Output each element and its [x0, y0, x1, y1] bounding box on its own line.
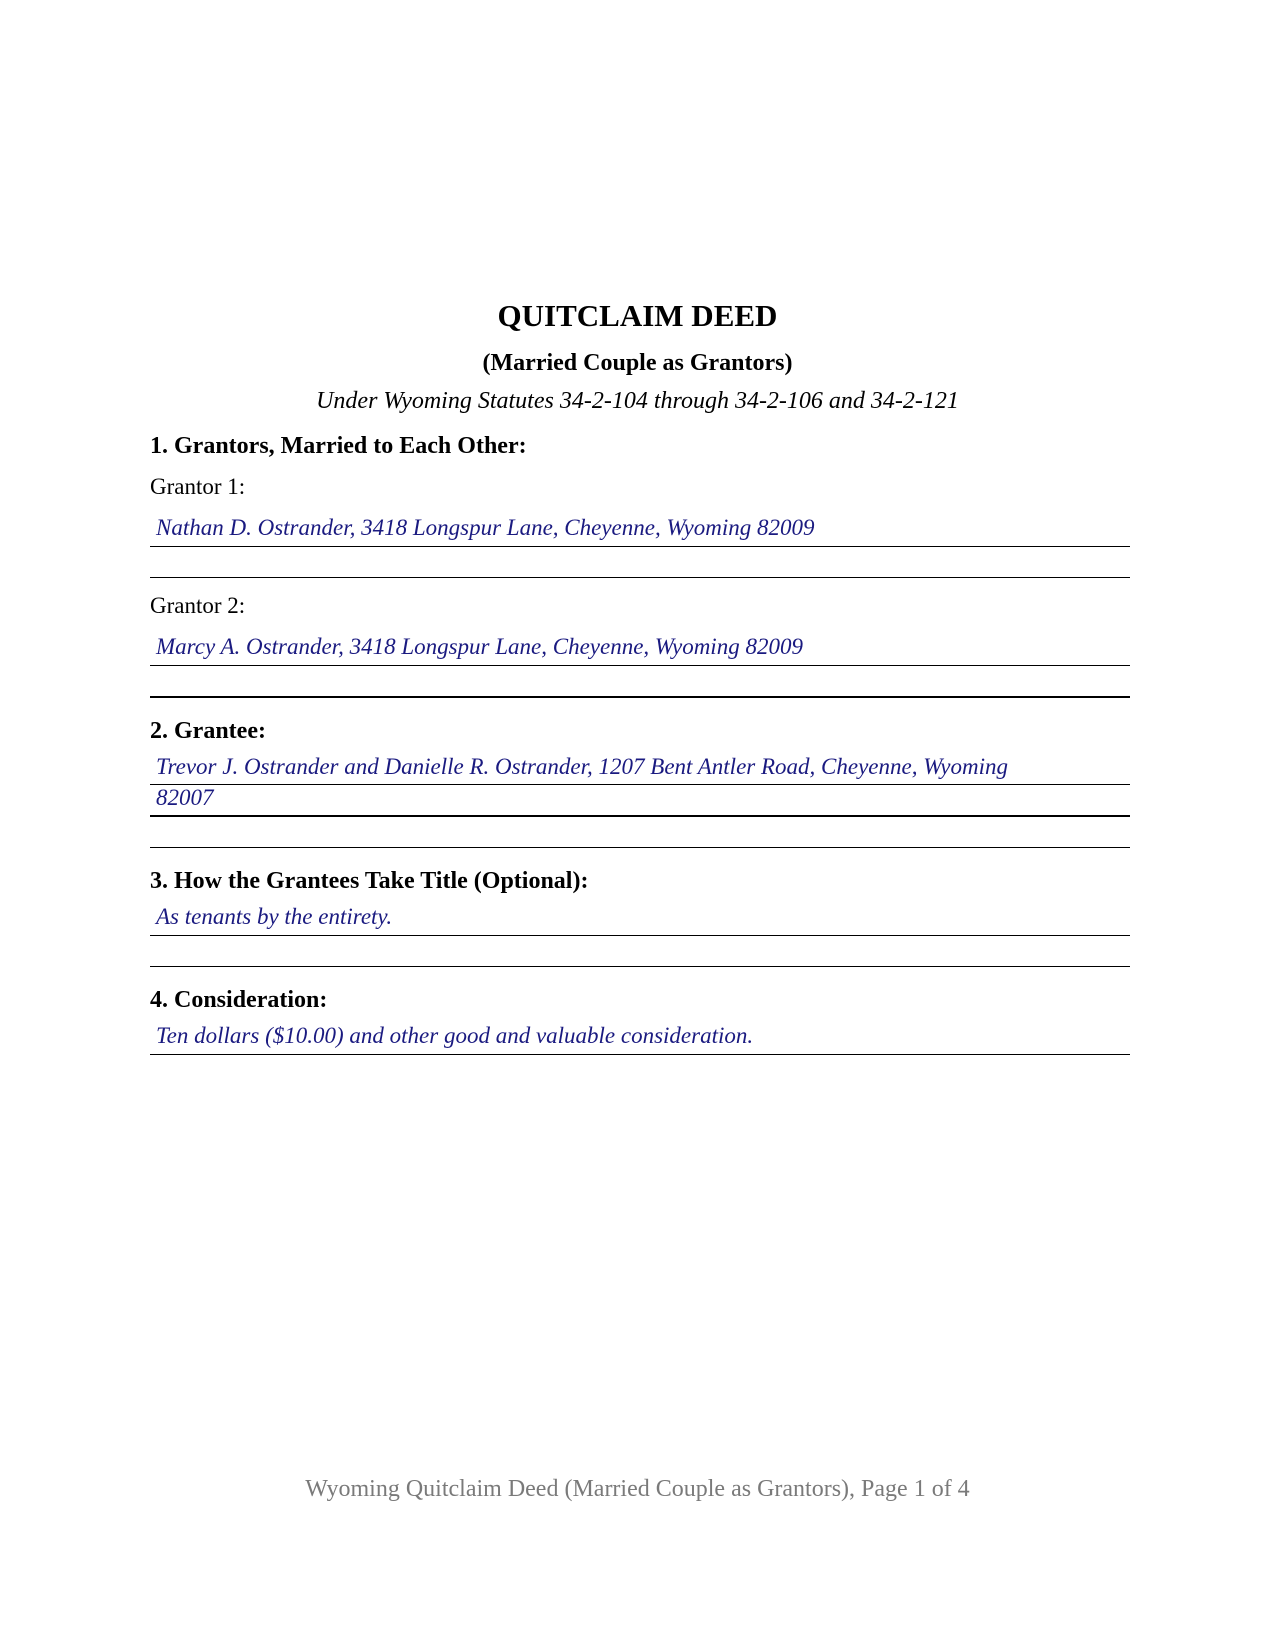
grantor1-blank-line[interactable] [150, 577, 1130, 578]
consideration-field[interactable]: Ten dollars ($10.00) and other good and valuable consideration. [156, 1023, 754, 1048]
grantee-field-underline-2 [150, 815, 1130, 817]
take-title-blank-line[interactable] [150, 966, 1130, 967]
grantor2-field-underline [150, 665, 1130, 666]
grantor1-field-underline [150, 546, 1130, 547]
take-title-field-underline [150, 935, 1130, 936]
grantor2-blank-line[interactable] [150, 696, 1130, 698]
grantee-field-line2[interactable]: 82007 [156, 785, 214, 810]
document-title: QUITCLAIM DEED [497, 298, 778, 333]
grantee-field-line1[interactable]: Trevor J. Ostrander and Danielle R. Ostrander, 1207 Bent Antler Road, Cheyenne, Wyoming [156, 754, 1008, 779]
statute-reference: Under Wyoming Statutes 34-2-104 through 34-2-106 and 34-2-121 [316, 388, 959, 414]
consideration-field-underline [150, 1054, 1130, 1055]
grantor1-field[interactable]: Nathan D. Ostrander, 3418 Longspur Lane, Cheyenne, Wyoming 82009 [156, 515, 815, 540]
grantor2-field[interactable]: Marcy A. Ostrander, 3418 Longspur Lane, Cheyenne, Wyoming 82009 [156, 634, 803, 659]
grantor2-label: Grantor 2: [150, 593, 246, 618]
take-title-field[interactable]: As tenants by the entirety. [156, 904, 393, 929]
page-footer: Wyoming Quitclaim Deed (Married Couple as Grantors), Page 1 of 4 [305, 1476, 970, 1502]
section-grantors-heading: 1. Grantors, Married to Each Other: [150, 433, 527, 459]
section-consideration-heading: 4. Consideration: [150, 987, 328, 1013]
document-subtitle: (Married Couple as Grantors) [482, 350, 793, 376]
section-grantee-heading: 2. Grantee: [150, 718, 266, 744]
grantor1-label: Grantor 1: [150, 474, 246, 499]
section-take-title-heading: 3. How the Grantees Take Title (Optional): [150, 868, 589, 894]
grantee-blank-line[interactable] [150, 847, 1130, 848]
